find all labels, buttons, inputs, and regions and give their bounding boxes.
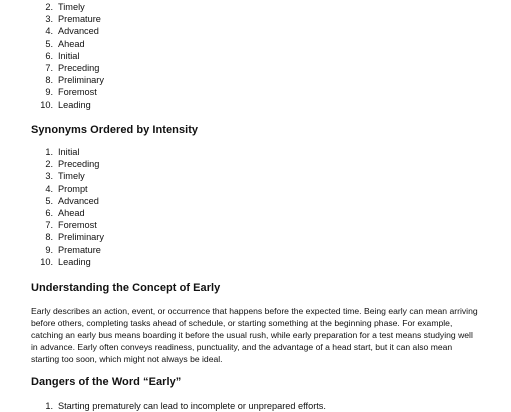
list-number: 8.: [45, 75, 53, 86]
list-item: [31, 50, 104, 62]
list-item: [31, 183, 104, 195]
list-number: 4.: [45, 26, 53, 37]
list-text: Premature: [58, 14, 101, 25]
list-text: Initial: [58, 50, 80, 61]
list-item: [31, 170, 104, 182]
list-item: [31, 219, 104, 231]
list-number: 3.: [45, 171, 53, 182]
list-text: Initial: [58, 147, 80, 157]
list-item: [31, 86, 104, 98]
list-item: [31, 207, 104, 219]
list-text: Advanced: [58, 195, 99, 206]
list-text: Leading: [58, 256, 91, 267]
list-number: 7.: [45, 63, 53, 74]
list-item: [31, 25, 104, 37]
list-text: Ahead: [58, 38, 85, 49]
list-text: Premature: [58, 244, 101, 255]
list-number: 2.: [45, 2, 53, 12]
list-number: 6.: [45, 208, 53, 219]
list-item: [31, 62, 104, 74]
list-text: Preliminary: [58, 75, 104, 86]
list-item: [31, 400, 326, 412]
list-text: Timely: [58, 171, 85, 182]
list-number: 8.: [45, 232, 53, 243]
list-number: 9.: [45, 244, 53, 255]
list-number: 5.: [45, 195, 53, 206]
list-number: 1.: [45, 401, 53, 411]
list-text: Foremost: [58, 220, 97, 231]
list-item: [31, 146, 104, 158]
list-number: 9.: [45, 87, 53, 98]
list-text: Preceding: [58, 63, 100, 74]
list-text: Starting prematurely can lead to incomplete or unprepared efforts.: [58, 401, 326, 411]
synonyms-list: [31, 1, 104, 111]
list-text: Timely: [58, 2, 85, 12]
list-text: Leading: [58, 99, 91, 110]
list-number: 6.: [45, 50, 53, 61]
concept-paragraph: Early describes an action, event, or occurrence that happens before the expected time. Being early can mean arriving before others, completing tasks ahead of schedule, or starting something at the beginning phase. For example, catching an early bus means boarding it before the usual rush, while early preparation for a test means studying well in advance. Early often conveys readiness, punctuality, and the advantage of a head start, but it can also mean starting too soon, which might not always be ideal.: [31, 306, 478, 364]
list-item: [31, 13, 104, 25]
list-number: 10.: [40, 256, 53, 267]
list-text: Preceding: [58, 159, 100, 170]
dangers-list: [31, 400, 326, 412]
list-text: Preliminary: [58, 232, 104, 243]
list-number: 7.: [45, 220, 53, 231]
list-item: [31, 38, 104, 50]
list-text: Advanced: [58, 26, 99, 37]
section-heading-dangers: Dangers of the Word “Early”: [31, 376, 182, 388]
list-number: 4.: [45, 183, 53, 194]
list-number: 10.: [40, 99, 53, 110]
list-text: Foremost: [58, 87, 97, 98]
list-item: [31, 99, 104, 111]
list-number: 1.: [45, 147, 53, 157]
list-item: [31, 195, 104, 207]
list-item: [31, 244, 104, 256]
section-heading-intensity: Synonyms Ordered by Intensity: [31, 124, 199, 136]
list-item: [31, 256, 104, 268]
list-item: [31, 74, 104, 86]
section-heading-concept: Understanding the Concept of Early: [31, 282, 221, 294]
list-number: 2.: [45, 159, 53, 170]
list-item: [31, 158, 104, 170]
list-item: [31, 1, 104, 13]
list-text: Ahead: [58, 208, 85, 219]
list-number: 3.: [45, 14, 53, 25]
intensity-list: [31, 146, 104, 268]
list-item: [31, 231, 104, 243]
list-text: Prompt: [58, 183, 88, 194]
list-number: 5.: [45, 38, 53, 49]
